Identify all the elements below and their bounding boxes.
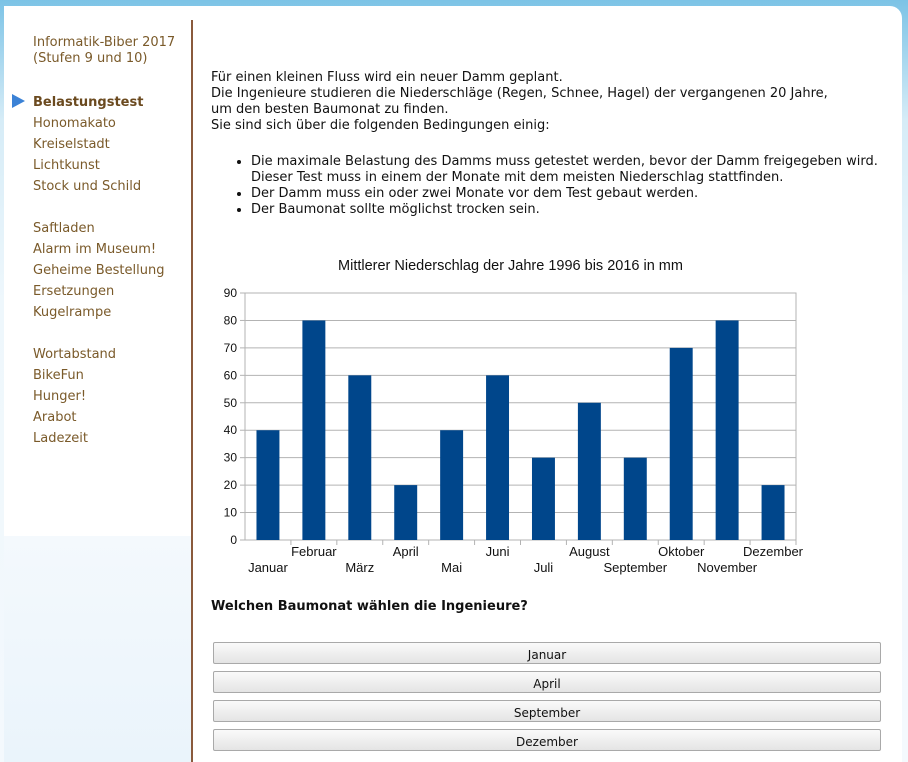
intro-line: Für einen kleinen Fluss wird ein neuer Damm geplant. (211, 70, 563, 85)
bar-juni (486, 375, 509, 540)
nav-group-3 (33, 344, 116, 449)
nav-item-wortabstand[interactable]: Wortabstand (33, 347, 117, 362)
intro-line: um den besten Baumonat zu finden. (211, 102, 449, 117)
y-tick-label: 50 (223, 395, 237, 410)
nav-item-geheime-bestellung[interactable]: Geheime Bestellung (33, 263, 165, 278)
sidebar-background (4, 536, 191, 762)
condition-item: • Der Baumonat sollte möglichst trocken sein. (251, 202, 891, 218)
sidebar-divider (191, 20, 193, 762)
nav-item-bikefun[interactable]: BikeFun (33, 368, 84, 383)
x-tick-label: März (345, 560, 375, 575)
x-tick-label: Februar (291, 544, 337, 559)
bar-märz (348, 375, 371, 540)
answer-button-september[interactable]: September (213, 700, 881, 722)
answer-button-januar[interactable]: Januar (213, 642, 881, 664)
nav-item-arabot[interactable]: Arabot (33, 410, 77, 425)
y-tick-label: 80 (223, 313, 237, 328)
x-tick-label: Oktober (658, 544, 705, 559)
nav-group-1 (33, 92, 143, 197)
y-tick-label: 40 (223, 423, 237, 438)
x-tick-label: November (697, 560, 758, 575)
x-tick-label: Juli (533, 560, 554, 575)
nav-item-hunger[interactable]: Hunger! (33, 389, 87, 404)
intro-line: Die Ingenieure studieren die Niederschläge (Regen, Schnee, Hagel) der vergangenen 20 Jahre, (211, 86, 828, 101)
nav-item-honomakato[interactable]: Honomakato (33, 116, 116, 131)
x-tick-label: April (392, 544, 419, 559)
x-tick-label: Januar (248, 560, 288, 575)
x-tick-label: Mai (441, 560, 463, 575)
bar-oktober (670, 348, 693, 540)
y-tick-label: 70 (223, 340, 237, 355)
bar-mai (440, 430, 463, 540)
bar-januar (256, 430, 279, 540)
task-intro (211, 70, 891, 134)
x-tick-label: August (569, 544, 610, 559)
bar-august (578, 403, 601, 540)
bar-september (624, 458, 647, 540)
nav-item-alarm-im-museum[interactable]: Alarm im Museum! (33, 242, 157, 257)
y-tick-label: 0 (230, 533, 237, 547)
y-tick-label: 90 (223, 286, 237, 300)
x-tick-label: Dezember (743, 544, 804, 559)
nav-item-kreiselstadt[interactable]: Kreiselstadt (33, 137, 110, 152)
nav-item-saftladen[interactable]: Saftladen (33, 221, 95, 236)
page-frame (4, 6, 902, 762)
bar-februar (302, 320, 325, 540)
plot-border (245, 293, 796, 540)
y-tick-label: 20 (223, 478, 237, 493)
nav-item-stock-und-schild[interactable]: Stock und Schild (33, 179, 142, 194)
nav-item-ladezeit[interactable]: Ladezeit (33, 431, 88, 446)
answer-button-april[interactable]: April (213, 671, 881, 693)
nav-item-belastungstest[interactable]: Belastungstest (33, 95, 144, 110)
y-tick-label: 30 (223, 450, 237, 465)
nav-item-ersetzungen[interactable]: Ersetzungen (33, 284, 115, 299)
nav-item-lichtkunst[interactable]: Lichtkunst (33, 158, 100, 173)
current-task-arrow-icon (12, 94, 25, 108)
bar-november (716, 320, 739, 540)
bar-april (394, 485, 417, 540)
chart-title: Mittlerer Niederschlag der Jahre 1996 bis 2016 in mm (338, 258, 683, 274)
y-tick-label: 60 (223, 368, 237, 383)
nav-group-2 (33, 218, 164, 323)
condition-item: • Die maximale Belastung des Damms muss getestet werden, bevor der Damm freigegeben wird. Dieser Test muss in einem der Monate mit dem meisten Niederschlag stattfinden. (251, 154, 891, 186)
answer-button-dezember[interactable]: Dezember (213, 729, 881, 751)
x-tick-label: Juni (485, 544, 510, 559)
bar-dezember (762, 485, 785, 540)
y-tick-label: 10 (223, 505, 237, 520)
x-tick-label: September (603, 560, 668, 575)
conditions-list (211, 154, 891, 218)
intro-line: Sie sind sich über die folgenden Bedingungen einig: (211, 118, 550, 133)
question-text: Welchen Baumonat wählen die Ingenieure? (211, 599, 528, 614)
bar-juli (532, 458, 555, 540)
contest-title: Informatik-Biber 2017 (Stufen 9 und 10) (33, 35, 176, 66)
condition-item: • Der Damm muss ein oder zwei Monate vor dem Test gebaut werden. (251, 186, 891, 202)
nav-item-kugelrampe[interactable]: Kugelrampe (33, 305, 112, 320)
sidebar (4, 6, 191, 536)
precipitation-chart (211, 246, 821, 586)
